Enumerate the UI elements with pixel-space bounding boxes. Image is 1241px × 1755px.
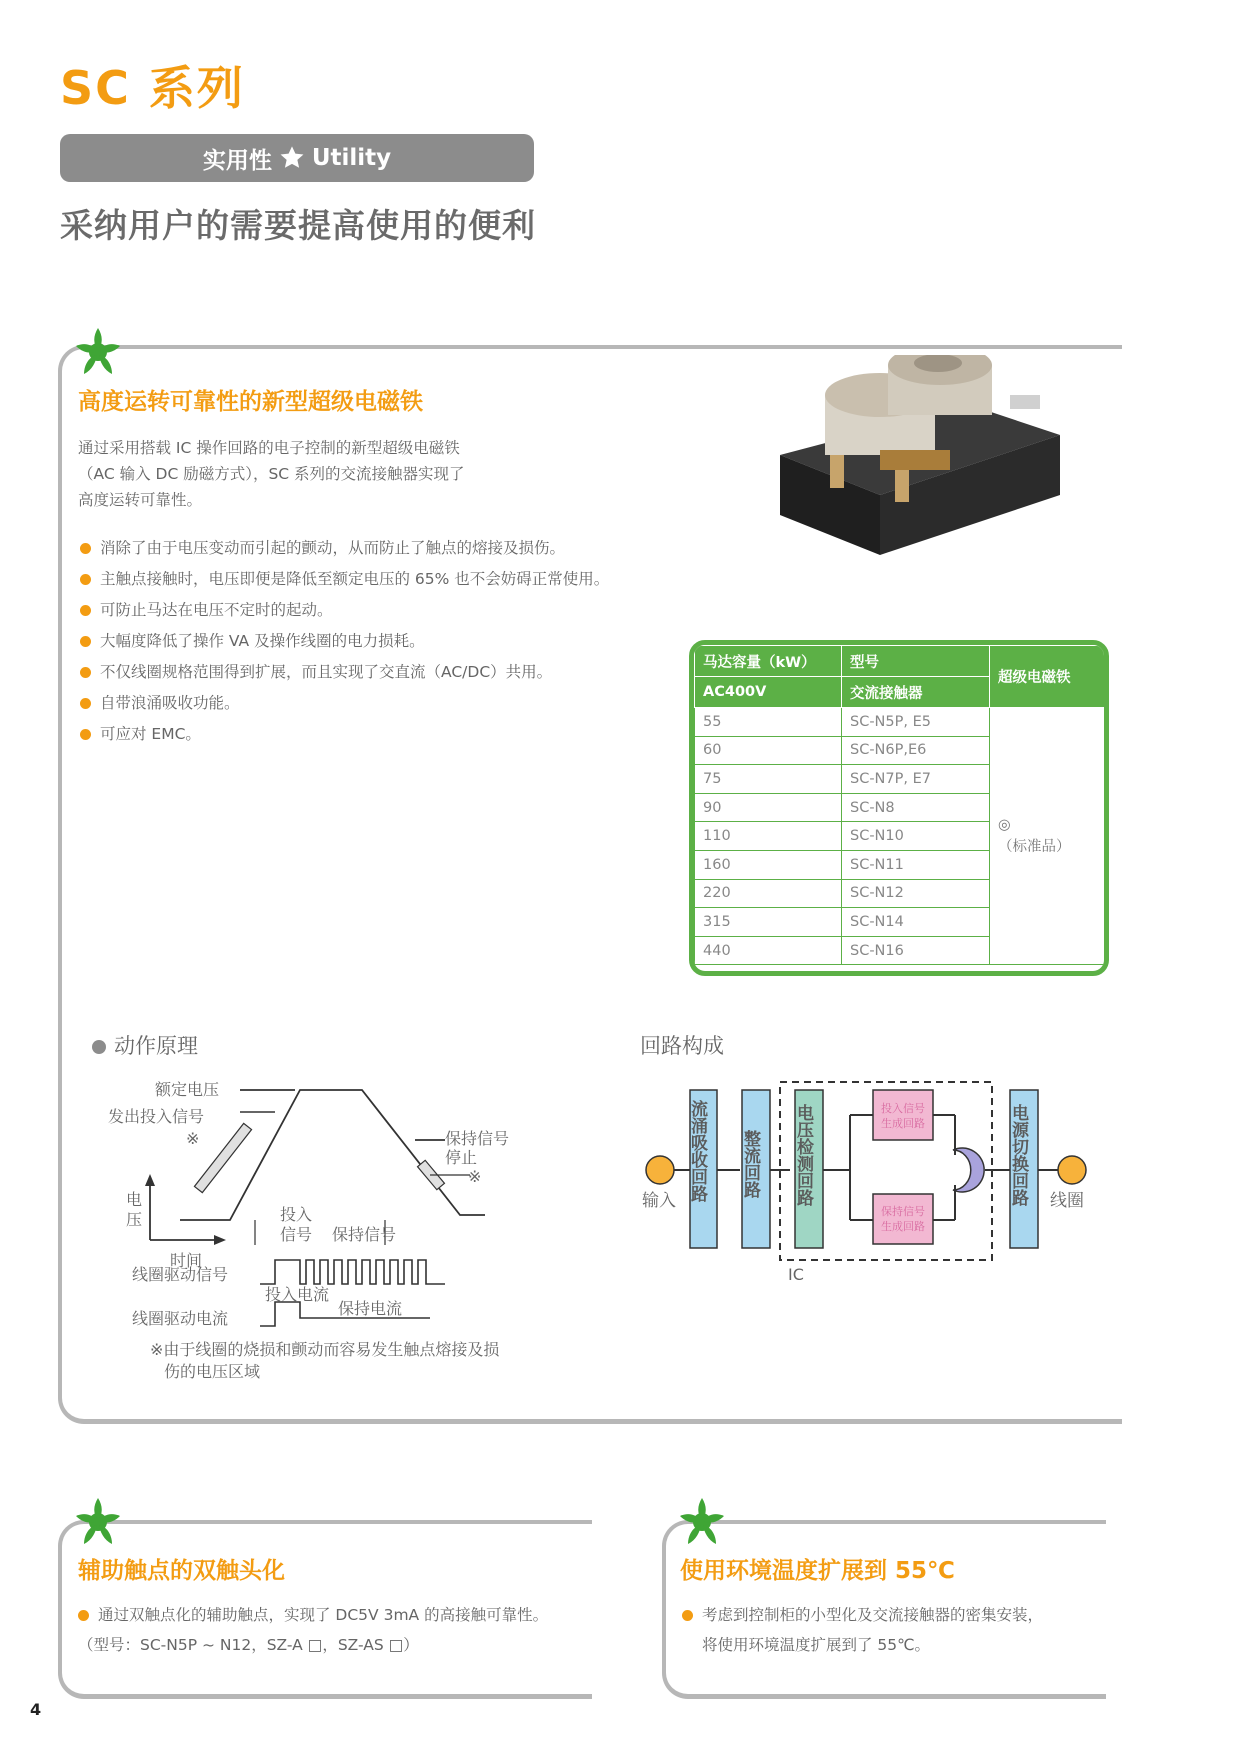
list-item: 大幅度降低了操作 VA 及操作线圈的电力损耗。 <box>78 628 609 659</box>
series-title: SC 系列 <box>60 61 245 115</box>
green-star-icon <box>676 1496 728 1548</box>
cell-model: SC-N12 <box>842 879 990 908</box>
cell-model: SC-N14 <box>842 908 990 937</box>
standard-mark: ◎ <box>998 817 1011 834</box>
section2-note: （型号：SC-N5P ~ N12，SZ-A □，SZ-AS □） <box>78 1636 419 1654</box>
label-hold-signal: 保持信号 <box>332 1225 397 1244</box>
header-contactor: 交流接触器 <box>842 677 990 708</box>
label-coil-drive-current: 线圈驱动电流 <box>132 1309 229 1328</box>
list-item: 可应对 EMC。 <box>78 721 609 752</box>
label-note-mark-2: ※ <box>468 1167 482 1186</box>
cell-kw: 440 <box>695 936 842 965</box>
section2-list <box>76 1602 548 1633</box>
cell-standard <box>990 708 1105 965</box>
block-power-switch: 电源切换回路 <box>1008 1104 1028 1206</box>
cell-model: SC-N6P,E6 <box>842 736 990 765</box>
cell-model: SC-N10 <box>842 822 990 851</box>
sig2-line2: 生成回路 <box>881 1220 925 1233</box>
section3-heading: 使用环境温度扩展到 55℃ <box>680 1558 955 1584</box>
label-coil-drive-signal: 线圈驱动信号 <box>132 1265 229 1284</box>
cell-model: SC-N16 <box>842 936 990 965</box>
label-input-signal-2: 信号 <box>280 1225 313 1244</box>
cell-kw: 75 <box>695 765 842 794</box>
cell-kw: 55 <box>695 708 842 737</box>
header-super-magnet: 超级电磁铁 <box>990 646 1105 708</box>
list-item: 主触点接触时，电压即便是降低至额定电压的 65% 也不会妨碍正常使用。 <box>78 566 609 597</box>
cell-model: SC-N5P, E5 <box>842 708 990 737</box>
label-axis-v2: 压 <box>126 1210 143 1229</box>
table-row <box>695 708 1105 737</box>
banner-en: Utility <box>311 145 392 171</box>
cell-kw: 160 <box>695 850 842 879</box>
cell-model: SC-N7P, E7 <box>842 765 990 794</box>
cell-kw: 90 <box>695 793 842 822</box>
label-input: 输入 <box>642 1191 676 1211</box>
cell-kw: 315 <box>695 908 842 937</box>
label-issue-signal: 发出投入信号 <box>108 1107 205 1126</box>
label-hold-stop-1: 保持信号 <box>445 1129 510 1148</box>
label-note-mark: ※ <box>186 1129 200 1148</box>
section3-list <box>680 1602 1043 1633</box>
principle-heading <box>92 1030 198 1060</box>
cell-kw: 110 <box>695 822 842 851</box>
cell-model: SC-N11 <box>842 850 990 879</box>
utility-banner <box>60 134 534 182</box>
label-input-signal-1: 投入 <box>280 1205 313 1224</box>
header-motor-capacity: 马达容量（kW） <box>695 646 842 677</box>
label-axis-time: 时间 <box>170 1251 203 1270</box>
list-item: 通过双触点化的辅助触点，实现了 DC5V 3mA 的高接触可靠性。 <box>76 1602 548 1633</box>
circuit-diagram <box>640 1070 1100 1300</box>
principle-heading-text: 动作原理 <box>114 1034 198 1058</box>
label-axis-v1: 电 <box>126 1190 143 1209</box>
sig1-line2: 生成回路 <box>881 1117 925 1130</box>
star-icon <box>278 144 306 172</box>
sig2-line1: 保持信号 <box>881 1205 925 1218</box>
section1-intro <box>78 435 465 513</box>
label-coil: 线圈 <box>1050 1191 1084 1211</box>
cell-model: SC-N8 <box>842 793 990 822</box>
block-voltage-detect: 电压检测回路 <box>793 1104 813 1206</box>
bullet-dot-icon <box>92 1040 106 1054</box>
banner-cn: 实用性 <box>202 147 272 174</box>
list-item: 消除了由于电压变动而引起的颤动，从而防止了触点的熔接及损伤。 <box>78 535 609 566</box>
section1-heading: 高度运转可靠性的新型超级电磁铁 <box>78 389 423 415</box>
block-rectifier: 整流回路 <box>740 1130 760 1198</box>
header-voltage: AC400V <box>695 677 842 708</box>
super-magnet-product-image <box>770 355 1070 565</box>
list-item: 自带浪涌吸收功能。 <box>78 690 609 721</box>
green-star-icon <box>72 326 124 378</box>
page-subtitle: 采纳用户的需要提高使用的便利 <box>60 206 536 245</box>
standard-label: （标准品） <box>998 839 1071 856</box>
list-item: 可防止马达在电压不定时的起动。 <box>78 597 609 628</box>
spec-table <box>694 645 1105 965</box>
section2-heading: 辅助触点的双触头化 <box>78 1558 285 1584</box>
cell-kw: 220 <box>695 879 842 908</box>
label-ic: IC <box>788 1265 804 1284</box>
header-model: 型号 <box>842 646 990 677</box>
block-surge-absorb: 流涌吸收回路 <box>687 1100 707 1202</box>
intro-line: 通过采用搭载 IC 操作回路的电子控制的新型超级电磁铁 <box>78 439 460 457</box>
feature-list <box>78 535 609 752</box>
list-item: 不仅线圈规格范围得到扩展，而且实现了交直流（AC/DC）共用。 <box>78 659 609 690</box>
spec-table-frame <box>689 640 1109 976</box>
cell-kw: 60 <box>695 736 842 765</box>
label-input-current: 投入电流 <box>265 1285 330 1304</box>
label-note-1: ※由于线圈的烧损和颤动而容易发生触点熔接及损 <box>150 1340 500 1359</box>
label-rated-voltage: 额定电压 <box>155 1080 220 1099</box>
label-hold-stop-2: 停止 <box>445 1148 478 1167</box>
intro-line: 高度运转可靠性。 <box>78 491 203 509</box>
intro-line: （AC 输入 DC 励磁方式），SC 系列的交流接触器实现了 <box>78 465 465 483</box>
label-note-2: 伤的电压区域 <box>164 1362 261 1381</box>
page-number: 4 <box>30 1700 42 1719</box>
circuit-heading: 回路构成 <box>640 1034 724 1058</box>
green-star-icon <box>72 1496 124 1548</box>
section3-line2: 将使用环境温度扩展到了 55℃。 <box>702 1636 931 1654</box>
label-hold-current: 保持电流 <box>338 1299 403 1318</box>
sig1-line1: 投入信号 <box>881 1102 925 1115</box>
list-item: 考虑到控制柜的小型化及交流接触器的密集安装， <box>680 1602 1043 1633</box>
principle-diagram <box>100 1070 560 1400</box>
